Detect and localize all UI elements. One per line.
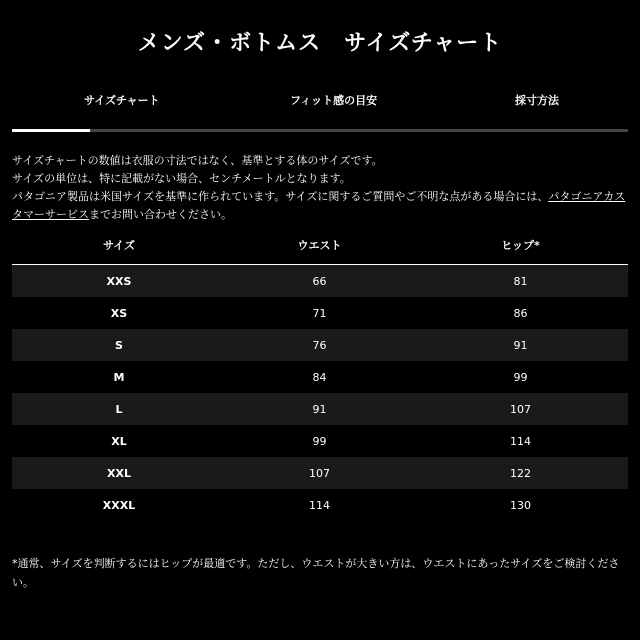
intro-line-1: サイズチャートの数値は衣服の寸法ではなく、基準とする体のサイズです。: [12, 154, 383, 167]
cell-waist: 91: [312, 402, 327, 416]
table-row: [12, 329, 628, 361]
header-hip: ヒップ*: [501, 239, 540, 252]
table-row: [12, 489, 628, 521]
cell-hip: 130: [510, 498, 531, 512]
cell-waist: 71: [312, 306, 327, 320]
cell-waist: 76: [312, 338, 327, 352]
cell-size: XS: [110, 306, 128, 320]
tab-fit-guide[interactable]: フィット感の目安: [290, 94, 378, 107]
table-row: [12, 361, 628, 393]
cell-hip: 107: [510, 402, 531, 416]
cell-size: XXL: [107, 466, 131, 480]
tab-bar: [12, 92, 628, 112]
cell-hip: 81: [513, 274, 528, 288]
cell-size: XL: [111, 434, 127, 448]
table-row: [12, 457, 628, 489]
cell-hip: 114: [510, 434, 531, 448]
cell-size: XXS: [106, 274, 132, 288]
tab-how-to-measure[interactable]: 採寸方法: [515, 94, 559, 107]
active-tab-indicator: [12, 129, 90, 132]
table-row: [12, 297, 628, 329]
customer-service-link[interactable]: パタゴニアカスタマーサービス: [12, 190, 626, 221]
tab-size-chart[interactable]: サイズチャート: [84, 94, 160, 107]
intro-line-2: サイズの単位は、特に記載がない場合、センチメートルとなります。: [12, 172, 351, 185]
intro-text: [12, 152, 628, 224]
cell-hip: 122: [510, 466, 531, 480]
intro-line-3-prefix: パタゴニア製品は米国サイズを基準に作られています。サイズに関するご質問やご不明な点がある場合には、: [12, 190, 549, 203]
cell-waist: 99: [312, 434, 327, 448]
cell-waist: 66: [312, 274, 327, 288]
cell-size: XXXL: [102, 498, 136, 512]
cell-hip: 91: [513, 338, 528, 352]
cell-waist: 84: [312, 370, 327, 384]
header-size: サイズ: [102, 239, 136, 252]
table-header: [12, 236, 628, 265]
cell-size: L: [115, 402, 123, 416]
cell-hip: 99: [513, 370, 528, 384]
tab-track: [12, 129, 628, 132]
cell-waist: 107: [309, 466, 330, 480]
cell-hip: 86: [513, 306, 528, 320]
table-row: [12, 425, 628, 457]
table-row: [12, 393, 628, 425]
cell-size: S: [115, 338, 123, 352]
intro-line-3: [12, 188, 628, 224]
page-title: メンズ・ボトムス サイズチャート: [137, 31, 503, 56]
cell-size: M: [113, 370, 125, 384]
intro-line-3-suffix: までお問い合わせください。: [89, 208, 232, 221]
footnote: *通常、サイズを判断するにはヒップが最適です。ただし、ウエストが大きい方は、ウエストにあったサイズをご検討ください。: [12, 557, 620, 589]
size-table: [12, 236, 628, 521]
table-row: [12, 265, 628, 297]
cell-waist: 114: [309, 498, 330, 512]
header-waist: ウエスト: [297, 239, 342, 252]
